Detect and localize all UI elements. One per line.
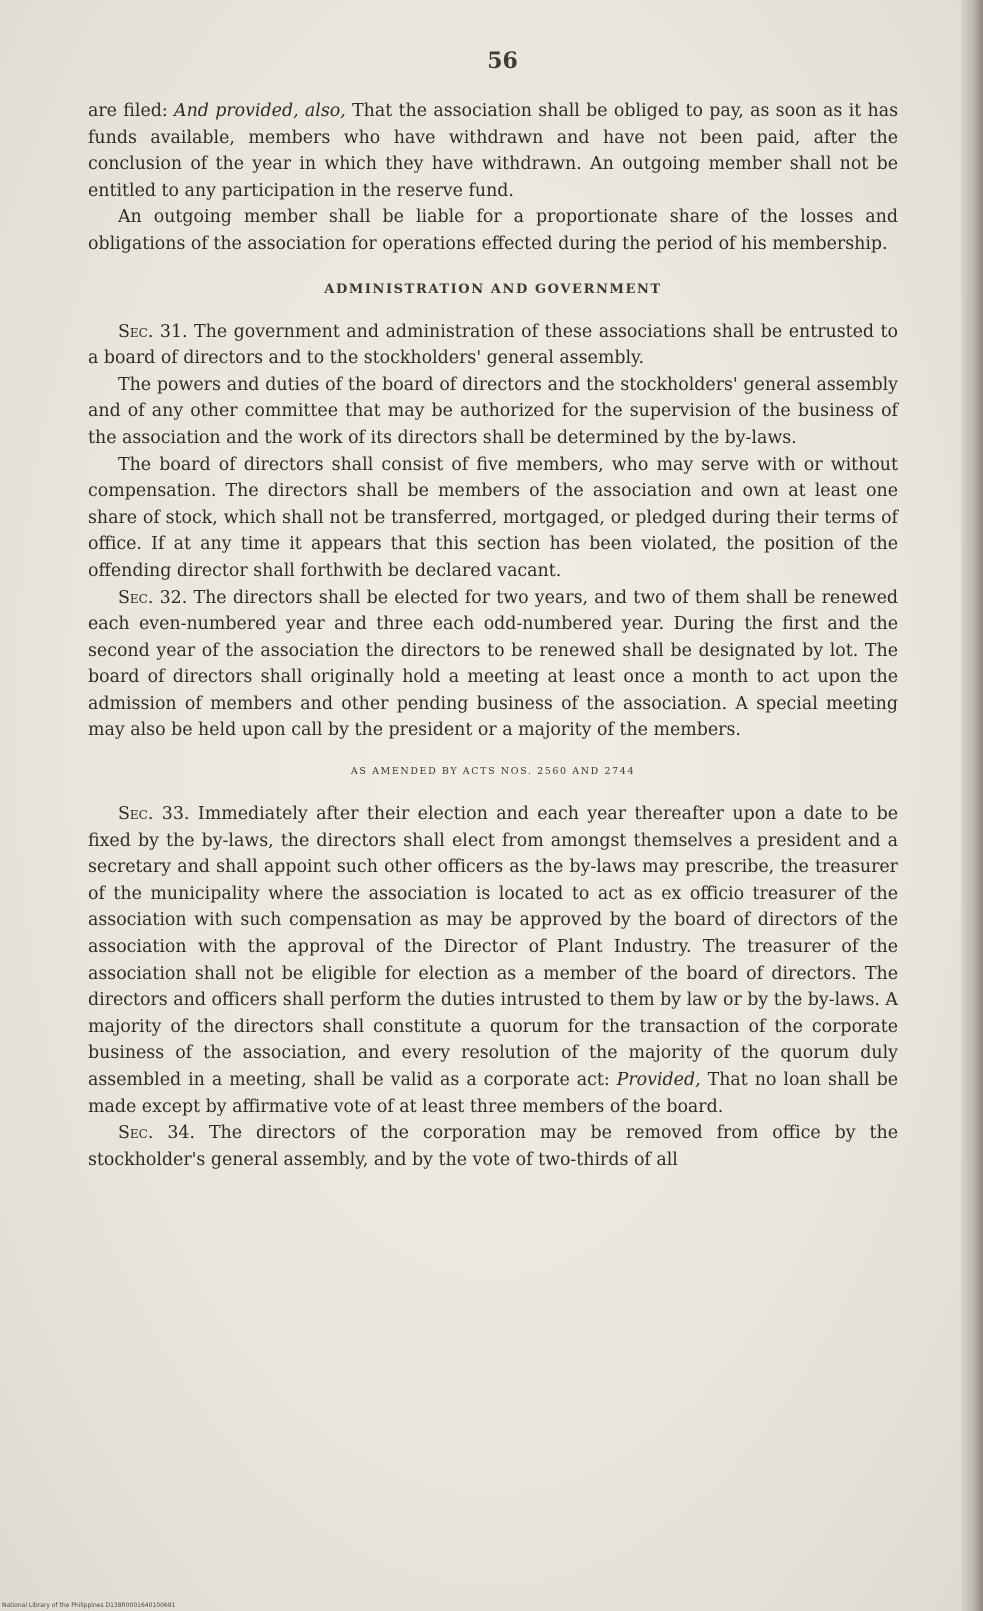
section-33-proviso: Provided,: [616, 1070, 701, 1090]
section-33: [88, 801, 898, 1120]
section-32-text: The directors shall be elected for two years, and two of them shall be renewed each even-numbered year and three each odd-numbered year. During the first and the second year of the association the directors to be renewed shall be designated by lot. The board of directors shall originally hold a meeting at least once a month to act upon the admission of members and other pending business of the association. A special meeting may also be held upon call by the president or a majority of the members.: [88, 587, 898, 741]
paragraph-reserve-fund-proviso: And provided, also,: [174, 101, 346, 121]
section-31-board-paragraph: The board of directors shall consist of five members, who may serve with or without compensation. The directors shall be members of the association and own at least one share of stock, which shall not be transferred, mortgaged, or pledged during their terms of office. If at any time it appears that this section has been violated, the position of the offending director shall forthwith be declared vacant.: [88, 454, 898, 581]
paragraph-reserve-fund-text-end: That the association shall be obliged to pay, as soon as it has funds available, members who have withdrawn and have not been paid, after the conclusion of the year in which they have withdrawn. An outgoing member shall not be entitled to any participation in the reserve fund.: [88, 101, 898, 201]
section-heading-administration: ADMINISTRATION AND GOVERNMENT: [324, 281, 662, 297]
section-31-label: Sec. 31.: [118, 321, 188, 342]
section-32: [88, 585, 898, 745]
section-31-text: The government and administration of these associations shall be entrusted to a board of directors and to the stockholders' general assembly.: [88, 321, 898, 369]
paragraph-outgoing-member: An outgoing member shall be liable for a proportionate share of the losses and obligations of the association for operations effected during the period of his membership.: [88, 207, 898, 254]
section-33-text-end: That no loan shall be made except by affirmative vote of at least three members of the board.: [88, 1070, 898, 1117]
section-33-label: Sec. 33.: [118, 804, 190, 825]
page-number: 56: [487, 48, 518, 74]
page-binding-edge: [961, 0, 983, 1611]
page-body: [88, 98, 898, 1173]
section-31: [88, 319, 898, 372]
section-34-label: Sec. 34.: [118, 1123, 195, 1144]
section-33-text: Immediately after their election and each year thereafter upon a date to be fixed by the by-laws, the directors shall elect from amongst themselves a president and a secretary and shall appoint such other officers as the by-laws may prescribe, the treasurer of the municipality where the association is located to act as ex officio treasurer of the association with such compensation as may be approved by the board of directors of the association with the approval of the Director of Plant Industry. The treasurer of the association shall not be eligible for election as a member of the board of directors. The directors and officers shall perform the duties intrusted to them by law or by the by-laws. A majority of the directors shall constitute a quorum for the transaction of the corporate business of the association, and every resolution of the majority of the quorum duly assembled in a meeting, shall be valid as a corporate act:: [88, 804, 899, 1090]
paragraph-reserve-fund: [88, 98, 898, 204]
section-31-powers-paragraph: The powers and duties of the board of directors and the stockholders' general assembly and of any other committee that may be authorized for the supervision of the business of the association and the work of its directors shall be determined by the by-laws.: [88, 374, 898, 448]
section-34: [88, 1120, 898, 1173]
amendment-note: AS AMENDED BY ACTS NOS. 2560 AND 2744: [350, 766, 636, 778]
section-34-text: The directors of the corporation may be removed from office by the stockholder's general assembly, and by the vote of two-thirds of all: [88, 1123, 898, 1170]
section-32-label: Sec. 32.: [118, 587, 188, 608]
library-credit: National Library of the Philippines D138R0001640100691: [2, 1602, 176, 1609]
paragraph-reserve-fund-text: are filed:: [88, 101, 175, 121]
